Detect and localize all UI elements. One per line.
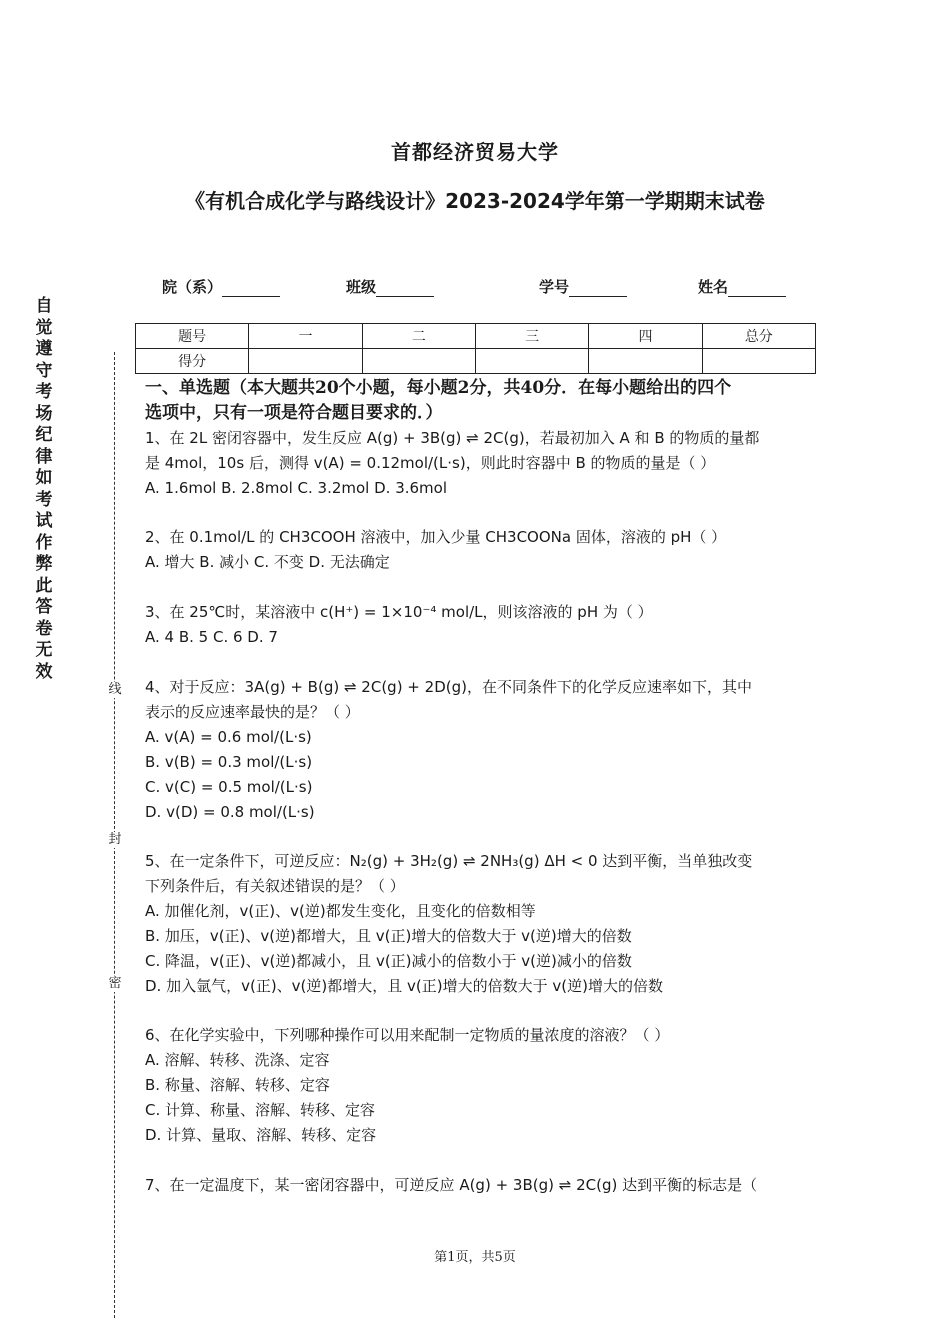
info-department xyxy=(162,276,280,297)
info-class xyxy=(346,276,434,297)
score-entry-cell[interactable] xyxy=(249,349,362,374)
side-char: 无 xyxy=(35,640,53,660)
blank-line xyxy=(376,280,434,297)
table-row xyxy=(136,324,816,349)
question-3 xyxy=(145,600,815,650)
question-option: D. 计算、量取、溶解、转移、定容 xyxy=(145,1126,377,1144)
side-char: 场 xyxy=(35,403,53,424)
question-option: A. 加催化剂，v(正)、v(逆)都发生变化，且变化的倍数相等 xyxy=(145,902,536,920)
info-label: 姓名 xyxy=(698,278,729,296)
exam-title: 《有机合成化学与路线设计》2023-2024学年第一学期期末试卷 xyxy=(185,189,765,213)
side-char: 遵 xyxy=(35,339,53,359)
info-label: 班级 xyxy=(346,278,377,296)
page-number: 第1页，共5页 xyxy=(434,1250,516,1265)
blank-line xyxy=(222,280,280,297)
side-char: 纪 xyxy=(35,425,53,445)
table-row xyxy=(136,349,816,374)
side-char: 此 xyxy=(35,575,53,596)
binding-mark-line: 线 xyxy=(106,682,124,698)
university-title: 首都经济贸易大学 xyxy=(391,140,559,164)
binding-mark-seal: 封 xyxy=(106,832,124,848)
score-table xyxy=(135,323,816,374)
question-7 xyxy=(145,1173,815,1198)
question-line: 是 4mol，10s 后，测得 v(A) = 0.12mol/(L·s)，则此时容器中 B 的物质的量是（ ） xyxy=(145,454,716,472)
table-cell: 二 xyxy=(362,324,475,349)
question-option: D. v(D) = 0.8 mol/(L·s) xyxy=(145,803,315,821)
score-entry-cell[interactable] xyxy=(362,349,475,374)
question-option: C. v(C) = 0.5 mol/(L·s) xyxy=(145,778,313,796)
table-cell: 一 xyxy=(249,324,362,349)
blank-line xyxy=(728,280,786,297)
question-line: 1、在 2L 密闭容器中，发生反应 A(g) + 3B(g) ⇌ 2C(g)，若最初加入 A 和 B 的物质的量都 xyxy=(145,429,760,447)
question-options: A. 4 B. 5 C. 6 D. 7 xyxy=(145,628,278,646)
question-6 xyxy=(145,1023,815,1148)
question-line: 下列条件后，有关叙述错误的是？（ ） xyxy=(145,877,405,895)
question-5 xyxy=(145,849,815,999)
side-char: 律 xyxy=(35,446,53,467)
side-char: 弊 xyxy=(35,554,53,574)
question-4 xyxy=(145,675,815,825)
question-option: B. v(B) = 0.3 mol/(L·s) xyxy=(145,753,313,771)
question-line: 6、在化学实验中，下列哪种操作可以用来配制一定物质的量浓度的溶液？（ ） xyxy=(145,1026,670,1044)
side-char: 效 xyxy=(35,661,53,682)
side-char: 考 xyxy=(35,382,53,402)
side-char: 答 xyxy=(35,597,53,617)
side-char: 自 xyxy=(35,296,53,316)
side-char: 作 xyxy=(35,532,53,553)
info-name xyxy=(698,276,786,297)
question-line: 2、在 0.1mol/L 的 CH3COOH 溶液中，加入少量 CH3COONa 固体，溶液的 pH（ ） xyxy=(145,528,727,546)
score-entry-cell[interactable] xyxy=(589,349,702,374)
table-cell: 四 xyxy=(589,324,702,349)
question-line: 表示的反应速率最快的是？（ ） xyxy=(145,703,360,721)
question-options: A. 增大 B. 减小 C. 不变 D. 无法确定 xyxy=(145,553,390,571)
question-2 xyxy=(145,525,815,575)
table-cell: 题号 xyxy=(136,324,249,349)
table-cell: 得分 xyxy=(136,349,249,374)
score-entry-cell[interactable] xyxy=(475,349,588,374)
question-option: B. 称量、溶解、转移、定容 xyxy=(145,1076,330,1094)
question-option: D. 加入氩气，v(正)、v(逆)都增大，且 v(正)增大的倍数大于 v(逆)增大的倍数 xyxy=(145,977,663,995)
question-option: B. 加压，v(正)、v(逆)都增大，且 v(正)增大的倍数大于 v(逆)增大的倍数 xyxy=(145,927,632,945)
question-1 xyxy=(145,426,815,501)
info-label: 学号 xyxy=(539,278,570,296)
info-student-id xyxy=(539,276,627,297)
side-char: 考 xyxy=(35,489,53,510)
score-entry-cell[interactable] xyxy=(702,349,815,374)
side-char: 卷 xyxy=(35,618,53,639)
table-cell: 总分 xyxy=(702,324,815,349)
question-line: 4、对于反应：3A(g) + B(g) ⇌ 2C(g) + 2D(g)，在不同条件下的化学反应速率如下，其中 xyxy=(145,678,752,696)
section-heading xyxy=(145,376,817,426)
binding-mark-secret: 密 xyxy=(106,976,124,992)
section-heading-line: 选项中，只有一项是符合题目要求的．） xyxy=(145,403,443,423)
question-option: A. v(A) = 0.6 mol/(L·s) xyxy=(145,728,312,746)
side-char: 如 xyxy=(35,468,53,488)
info-label: 院（系） xyxy=(162,278,223,296)
side-char: 守 xyxy=(35,360,53,381)
question-line: 7、在一定温度下，某一密闭容器中，可逆反应 A(g) + 3B(g) ⇌ 2C(g) 达到平衡的标志是（ xyxy=(145,1176,758,1194)
question-options: A. 1.6mol B. 2.8mol C. 3.2mol D. 3.6mol xyxy=(145,479,448,497)
question-option: C. 计算、称量、溶解、转移、定容 xyxy=(145,1101,376,1119)
blank-line xyxy=(569,280,627,297)
side-char: 觉 xyxy=(35,317,53,338)
side-notice xyxy=(32,296,56,683)
question-line: 3、在 25℃时，某溶液中 c(H⁺) = 1×10⁻⁴ mol/L，则该溶液的 pH 为（ ） xyxy=(145,603,653,621)
section-heading-line: 一、单选题（本大题共20个小题，每小题2分，共40分．在每小题给出的四个 xyxy=(145,378,732,398)
side-char: 试 xyxy=(35,511,53,531)
question-line: 5、在一定条件下，可逆反应：N₂(g) + 3H₂(g) ⇌ 2NH₃(g) ΔH < 0 达到平衡，当单独改变 xyxy=(145,852,753,870)
table-cell: 三 xyxy=(475,324,588,349)
question-option: A. 溶解、转移、洗涤、定容 xyxy=(145,1051,330,1069)
question-option: C. 降温，v(正)、v(逆)都减小，且 v(正)减小的倍数小于 v(逆)减小的倍数 xyxy=(145,952,632,970)
